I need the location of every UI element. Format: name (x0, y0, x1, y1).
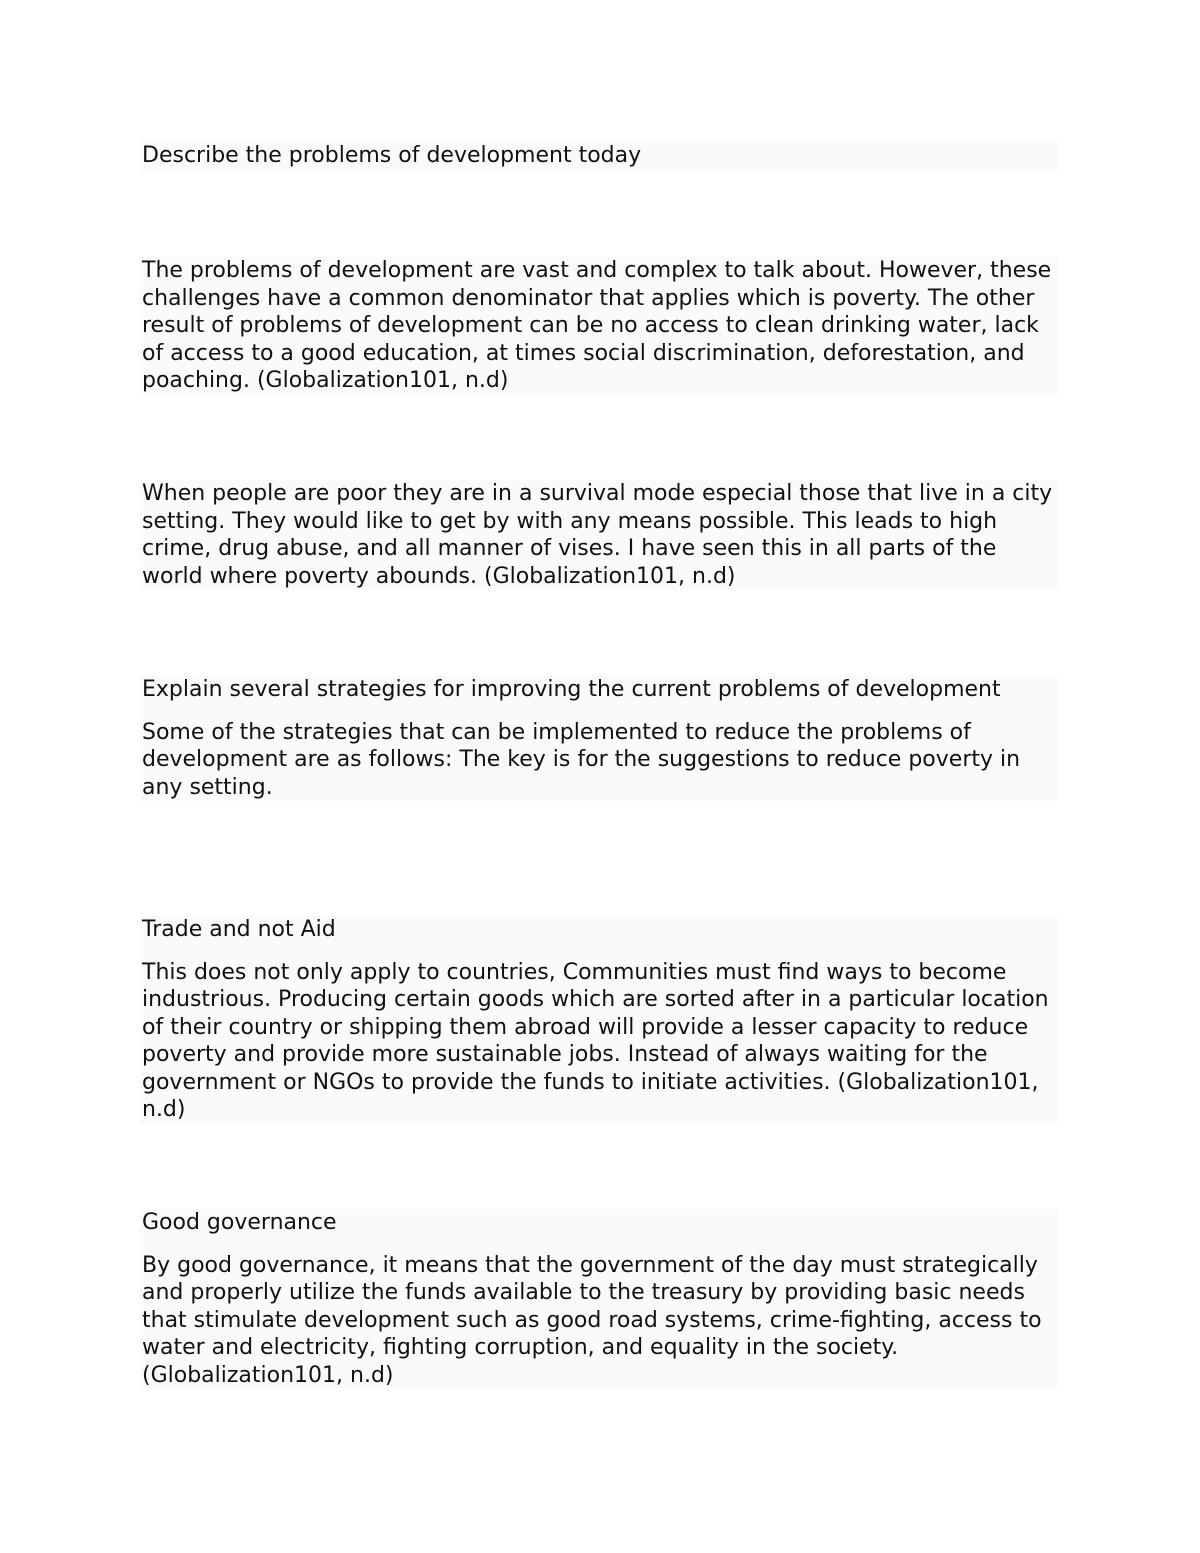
heading-strategies: Explain several strategies for improving the current problems of development (142, 677, 1001, 702)
problems-paragraph-1: The problems of development are vast and complex to talk about. However, these challenges have a common denominator that applies which is poverty. The other result of problems of development can be no access to clean drinking water, lack of access to a good education, at times social discrimination, deforestation, and poaching. (Globalization101, n.d) (142, 258, 1052, 393)
problems-paragraph-2: When people are poor they are in a survival mode especial those that live in a city setting. They would like to get by with any means possible. This leads to high crime, drug abuse, and all manner of vises. I have seen this in all parts of the world where poverty abounds. (Globalization101, n.d) (142, 481, 1053, 589)
trade-block (140, 916, 1058, 1124)
problems-paragraph-block-2 (140, 480, 1058, 590)
strategies-block (140, 676, 1058, 801)
heading-problems-block (140, 142, 1058, 170)
governance-paragraph: By good governance, it means that the government of the day must strategically and properly utilize the funds available to the treasury by providing basic needs that stimulate development such as good road systems, crime-fighting, access to water and electricity, fighting corruption, and equality in the society. (Globalization101, n.d) (142, 1252, 1042, 1388)
heading-problems: Describe the problems of development today (142, 143, 642, 168)
heading-trade: Trade and not Aid (142, 917, 336, 942)
trade-paragraph: This does not only apply to countries, Communities must find ways to become industrious. Producing certain goods which are sorted after in a particular location of their country or shipping them abroad will provide a lesser capacity to reduce poverty and provide more sustainable jobs. Instead of always waiting for the government or NGOs to provide the funds to initiate activities. (Globalization101, n.d) (142, 959, 1049, 1122)
heading-governance: Good governance (142, 1210, 337, 1235)
problems-paragraph-block-1 (140, 257, 1058, 395)
governance-block (140, 1209, 1058, 1389)
strategies-paragraph: Some of the strategies that can be implemented to reduce the problems of development are as follows: The key is for the suggestions to reduce poverty in any setting. (142, 719, 1021, 800)
